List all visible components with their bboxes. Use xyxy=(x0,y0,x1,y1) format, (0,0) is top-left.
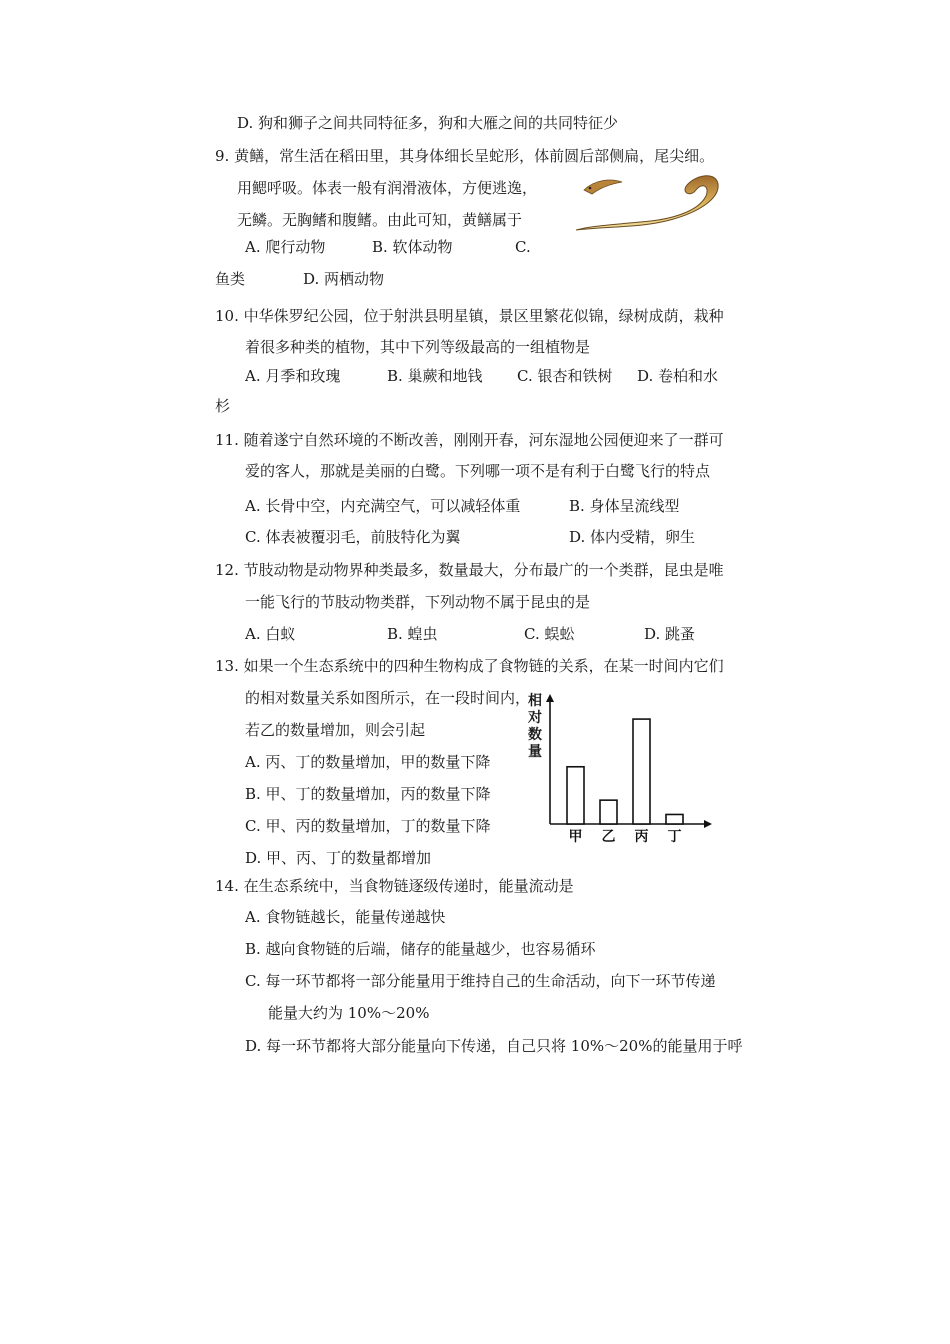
q13-option-b: B. 甲、丁的数量增加，丙的数量下降 xyxy=(245,785,491,803)
x-tick-label-1: 甲 xyxy=(568,829,583,845)
q10-stem-line2: 着很多种类的植物，其中下列等级最高的一组植物是 xyxy=(245,338,591,356)
x-axis-arrow xyxy=(704,820,712,828)
q10-stem-line1: 10. 中华侏罗纪公园，位于射洪县明星镇，景区里繁花似锦，绿树成荫，栽种 xyxy=(215,307,724,325)
q13-stem-line3: 若乙的数量增加，则会引起 xyxy=(245,721,426,739)
q14-option-b: B. 越向食物链的后端，储存的能量越少，也容易循环 xyxy=(245,940,596,958)
bar-1 xyxy=(567,767,584,824)
chart-bars xyxy=(567,719,683,824)
q10-option-d-continued: 杉 xyxy=(215,397,231,415)
q14-option-d: D. 每一环节都将大部分能量向下传递，自己只将 10%～20%的能量用于呼 xyxy=(245,1037,743,1055)
q9-stem-line1: 9. 黄鳝，常生活在稻田里，其身体细长呈蛇形，体前圆后部侧扁，尾尖细。 xyxy=(215,147,715,165)
q14-option-a: A. 食物链越长，能量传递越快 xyxy=(245,908,446,926)
q12-stem-line2: 一能飞行的节肢动物类群，下列动物不属于昆虫的是 xyxy=(245,593,591,611)
q10-option-d: D. 卷柏和水 xyxy=(637,367,719,385)
q9-stem-line3: 无鳞。无胸鳍和腹鳍。由此可知，黄鳝属于 xyxy=(237,211,523,229)
q9-option-d: D. 两栖动物 xyxy=(303,270,385,288)
q13-stem-line1: 13. 如果一个生态系统中的四种生物构成了食物链的关系，在某一时间内它们 xyxy=(215,657,724,675)
q14-stem-line1: 14. 在生态系统中，当食物链逐级传递时，能量流动是 xyxy=(215,877,574,895)
q13-option-a: A. 丙、丁的数量增加，甲的数量下降 xyxy=(245,753,491,771)
chart-y-axis-label: 相 对 数 量 xyxy=(528,693,542,760)
q12-option-c: C. 蜈蚣 xyxy=(524,625,575,643)
q12-option-a: A. 白蚁 xyxy=(245,625,296,643)
q11-option-a: A. 长骨中空，内充满空气，可以减轻体重 xyxy=(245,497,521,515)
q8-option-d: D. 狗和狮子之间共同特征多，狗和大雁之间的共同特征少 xyxy=(237,114,619,132)
q13-stem-line2: 的相对数量关系如图所示，在一段时间内， xyxy=(245,689,531,707)
x-tick-label-4: 丁 xyxy=(667,829,682,845)
q14-option-c: C. 每一环节都将一部分能量用于维持自己的生命活动，向下一环节传递 xyxy=(245,972,716,990)
relative-quantity-bar-chart xyxy=(520,688,720,848)
q11-stem-line1: 11. 随着遂宁自然环境的不断改善，刚刚开春，河东湿地公园便迎来了一群可 xyxy=(215,431,724,449)
q11-option-c: C. 体表被覆羽毛，前肢特化为翼 xyxy=(245,528,461,546)
bar-2 xyxy=(600,800,617,824)
q12-option-d: D. 跳蚤 xyxy=(644,625,696,643)
bar-3 xyxy=(633,719,650,824)
y-axis-arrow xyxy=(546,694,554,702)
q9-stem-line2: 用鳃呼吸。体表一般有润滑液体，方便逃逸， xyxy=(237,179,538,197)
q12-option-b: B. 蝗虫 xyxy=(387,625,438,643)
q13-option-d: D. 甲、丙、丁的数量都增加 xyxy=(245,849,432,867)
q9-option-b: B. 软体动物 xyxy=(372,238,453,256)
q13-option-c: C. 甲、丙的数量增加，丁的数量下降 xyxy=(245,817,491,835)
q10-option-b: B. 巢蕨和地钱 xyxy=(387,367,483,385)
q11-option-d: D. 体内受精，卵生 xyxy=(569,528,696,546)
q10-option-a: A. 月季和玫瑰 xyxy=(245,367,341,385)
q11-stem-line2: 爱的客人，那就是美丽的白鹭。下列哪一项不是有利于白鹭飞行的特点 xyxy=(245,462,711,480)
bar-4 xyxy=(666,814,683,824)
q9-option-c-text: 鱼类 xyxy=(215,270,246,288)
x-tick-label-3: 丙 xyxy=(634,829,649,845)
q11-option-b: B. 身体呈流线型 xyxy=(569,497,680,515)
q14-option-c-continued: 能量大约为 10%～20% xyxy=(268,1004,430,1022)
q12-stem-line1: 12. 节肢动物是动物界种类最多，数量最大，分布最广的一个类群，昆虫是唯 xyxy=(215,561,724,579)
q9-option-a: A. 爬行动物 xyxy=(245,238,326,256)
q10-option-c: C. 银杏和铁树 xyxy=(517,367,613,385)
chart-x-tick-labels xyxy=(569,829,682,845)
eel-illustration xyxy=(570,168,730,240)
x-tick-label-2: 乙 xyxy=(601,829,616,845)
q9-option-c-prefix: C. xyxy=(515,238,531,256)
